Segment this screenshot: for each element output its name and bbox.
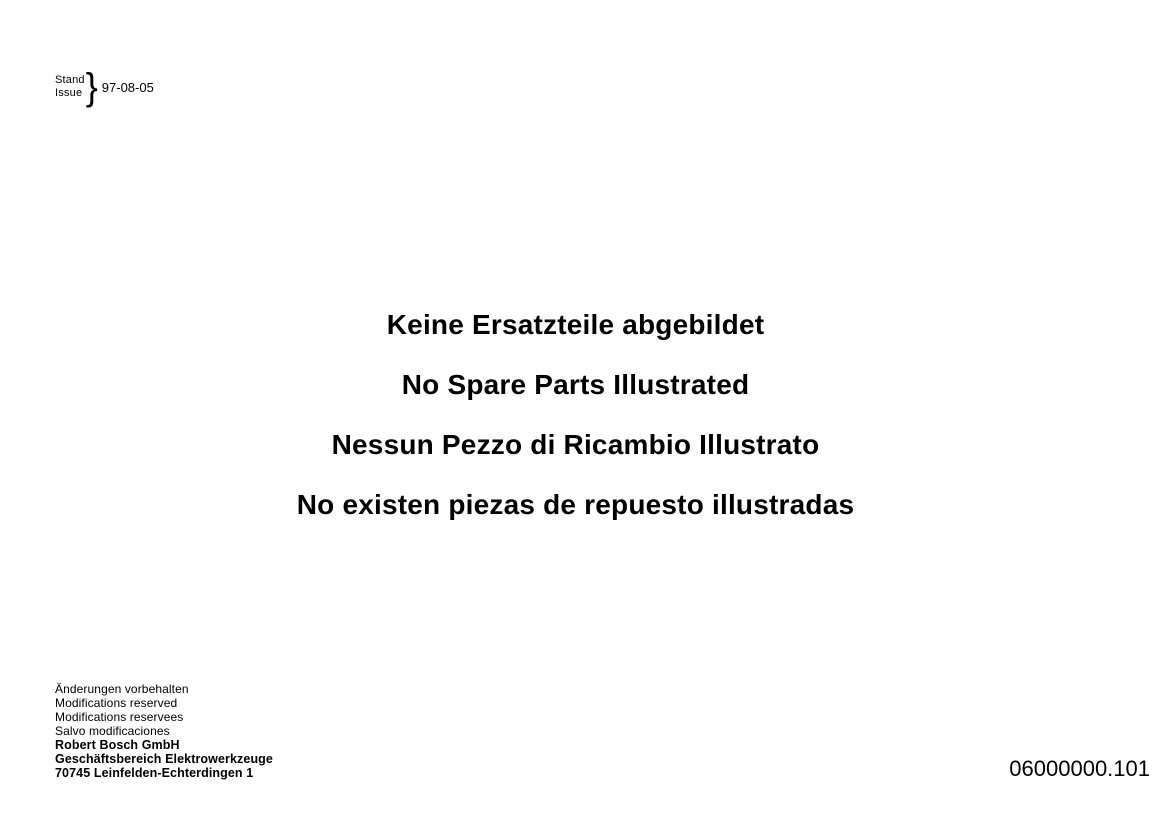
legal-line-german: Änderungen vorbehalten (55, 682, 189, 696)
company-name: Robert Bosch GmbH (55, 738, 180, 752)
footer-left-block (55, 682, 273, 780)
no-spare-parts-notices (0, 295, 1151, 535)
company-division: Geschäftsbereich Elektrowerkzeuge (55, 752, 273, 766)
notice-english: No Spare Parts Illustrated (401, 369, 750, 400)
company-address: 70745 Leinfelden-Echterdingen 1 (55, 766, 254, 780)
issue-stamp (55, 64, 154, 108)
notice-german: Keine Ersatzteile abgebildet (386, 309, 765, 340)
notice-italian: Nessun Pezzo di Ricambio Illustrato (331, 429, 820, 460)
legal-line-english: Modifications reserved (55, 696, 178, 710)
document-number: 06000000.101 (1009, 756, 1150, 781)
issue-date: 97-08-05 (101, 79, 154, 95)
legal-line-french: Modifications reservees (55, 710, 184, 724)
issue-stamp-label-issue: Issue (55, 87, 83, 99)
notice-spanish: No existen piezas de repuesto illustradas (296, 489, 855, 520)
legal-line-spanish: Salvo modificaciones (55, 724, 170, 738)
issue-stamp-label-stand: Stand (55, 74, 85, 86)
curly-brace-glyph: } (85, 64, 98, 108)
company-address-block (55, 738, 273, 780)
issue-stamp-labels (55, 74, 85, 100)
